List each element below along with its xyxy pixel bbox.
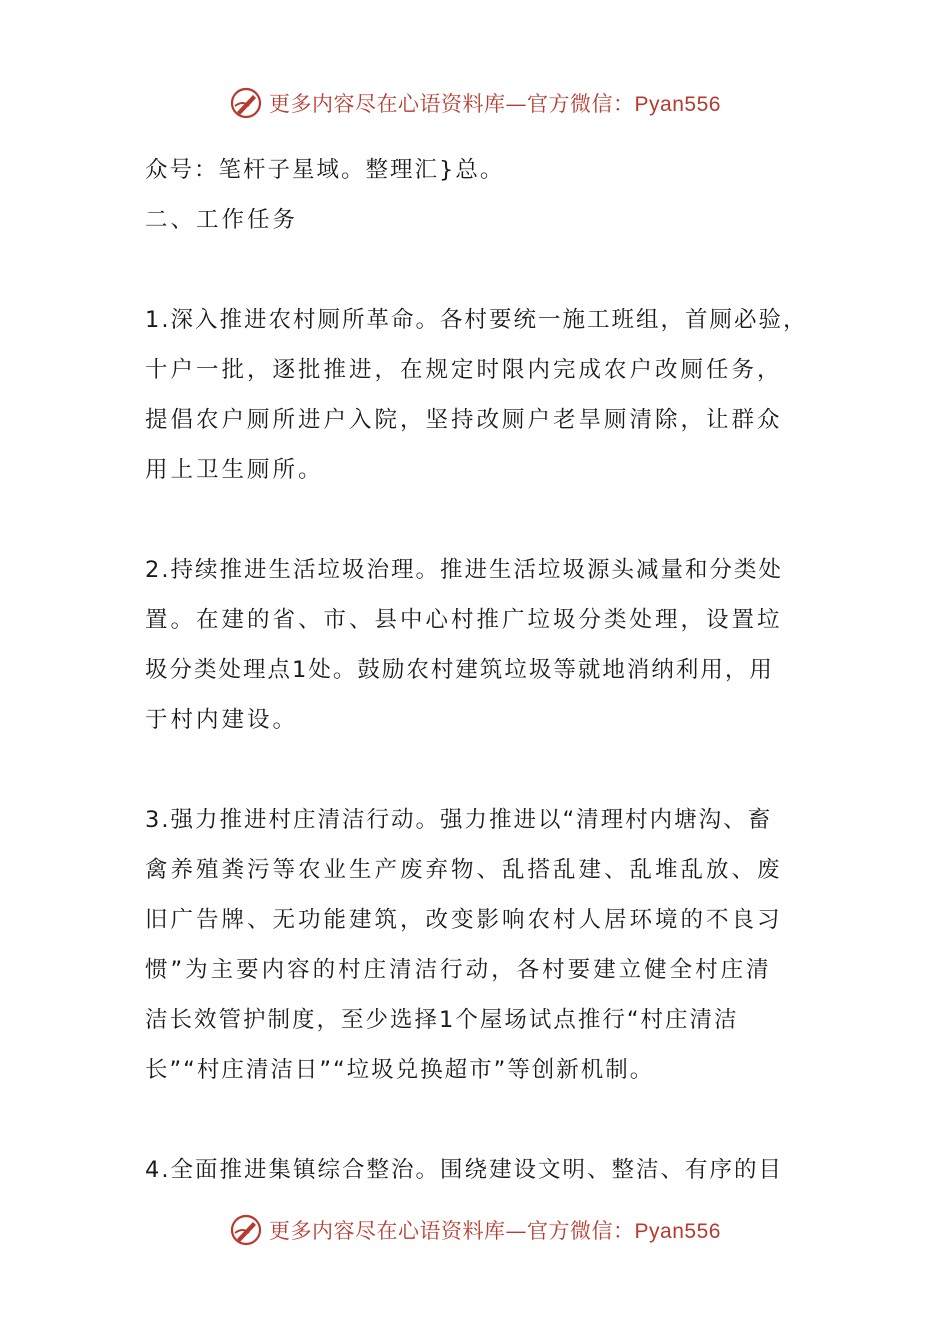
- paragraph-gap: [145, 745, 810, 795]
- text-line: 旧广告牌、无功能建筑，改变影响农村人居环境的不良习: [145, 907, 783, 933]
- text-line: 众号：笔杆子星域。整理汇}总。: [145, 157, 505, 183]
- section-heading: 二、工作任务: [145, 207, 299, 233]
- text-line: 圾分类处理点1处。鼓励农村建筑垃圾等就地消纳利用，用: [145, 657, 774, 683]
- paragraph-gap: [145, 495, 810, 545]
- paragraph-gap: [145, 245, 810, 295]
- text-line: 3.强力推进村庄清洁行动。强力推进以“清理村内塘沟、畜: [145, 807, 773, 833]
- pen-logo-icon: [229, 86, 263, 120]
- paragraph-gap: [145, 1095, 810, 1145]
- watermark-text: 更多内容尽在心语资料库—官方微信：Pyan556: [269, 1219, 721, 1243]
- text-line: 禽养殖粪污等农业生产废弃物、乱搭乱建、乱堆乱放、废: [145, 857, 783, 883]
- text-line: 2.持续推进生活垃圾治理。推进生活垃圾源头减量和分类处: [145, 557, 783, 583]
- text-line: 用上卫生厕所。: [145, 457, 324, 483]
- text-line: 提倡农户厕所进户入院，坚持改厕户老旱厕清除，让群众: [145, 407, 783, 433]
- text-line: 惯”为主要内容的村庄清洁行动，各村要建立健全村庄清: [145, 957, 772, 983]
- pen-logo-icon: [229, 1213, 263, 1247]
- footer-watermark-banner: [0, 1210, 950, 1250]
- header-watermark-banner: [0, 83, 950, 123]
- text-line: 于村内建设。: [145, 707, 299, 733]
- text-line: 长”“村庄清洁日”“垃圾兑换超市”等创新机制。: [145, 1057, 655, 1083]
- text-line: 洁长效管护制度，至少选择1个屋场试点推行“村庄清洁: [145, 1007, 739, 1033]
- text-line: 置。在建的省、市、县中心村推广垃圾分类处理，设置垃: [145, 607, 783, 633]
- document-body: [145, 145, 810, 1195]
- text-line: 1.深入推进农村厕所革命。各村要统一施工班组，首厕必验，: [145, 307, 808, 333]
- text-line: 4.全面推进集镇综合整治。围绕建设文明、整洁、有序的目: [145, 1157, 783, 1183]
- watermark-text: 更多内容尽在心语资料库—官方微信：Pyan556: [269, 92, 721, 116]
- text-line: 十户一批，逐批推进，在规定时限内完成农户改厕任务，: [145, 357, 783, 383]
